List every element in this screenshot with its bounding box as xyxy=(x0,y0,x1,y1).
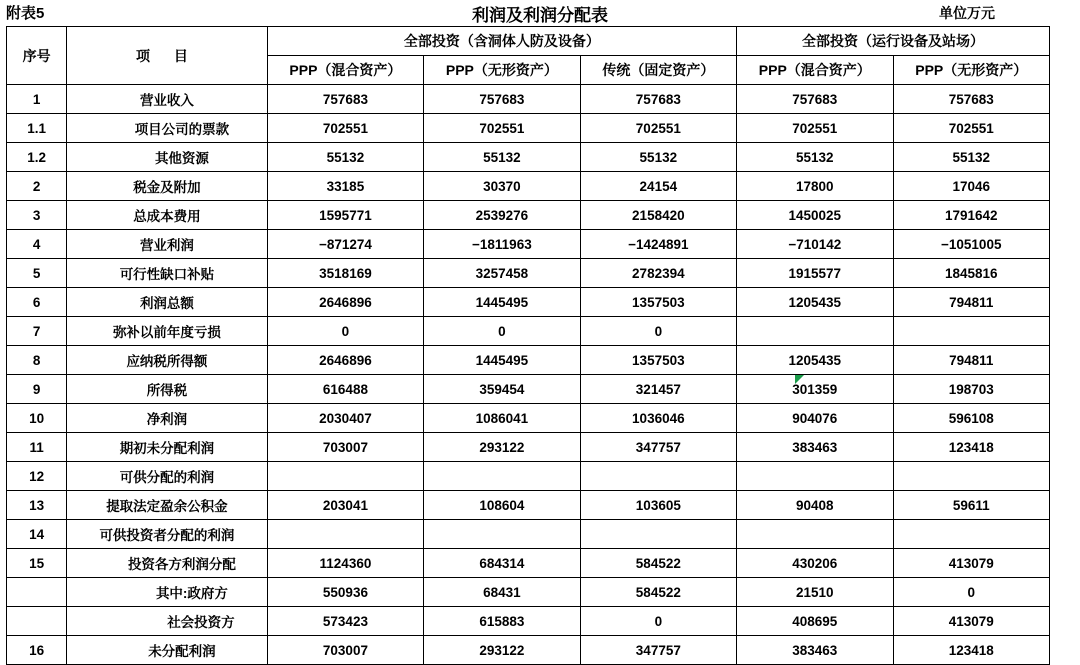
row-seq: 8 xyxy=(7,346,67,375)
row-value: 2646896 xyxy=(267,346,423,375)
row-value: 1036046 xyxy=(580,404,736,433)
row-value: 59611 xyxy=(893,491,1050,520)
header-sub-3: 传统（固定资产） xyxy=(580,56,736,85)
table-row xyxy=(7,85,1050,114)
row-value: 55132 xyxy=(893,143,1050,172)
row-value: 757683 xyxy=(267,85,423,114)
row-value: 55132 xyxy=(737,143,893,172)
row-item-label: 社会投资方 xyxy=(67,607,268,636)
table-row xyxy=(7,607,1050,636)
row-seq: 12 xyxy=(7,462,67,491)
row-value: 0 xyxy=(267,317,423,346)
header-sub-5: PPP（无形资产） xyxy=(893,56,1050,85)
row-seq xyxy=(7,578,67,607)
row-value: 55132 xyxy=(267,143,423,172)
row-value: 383463 xyxy=(737,636,893,665)
row-seq: 10 xyxy=(7,404,67,433)
table-row xyxy=(7,230,1050,259)
table-row xyxy=(7,404,1050,433)
green-corner-marker xyxy=(795,375,804,384)
header-sub-1: PPP（混合资产） xyxy=(267,56,423,85)
row-value: 383463 xyxy=(737,433,893,462)
row-value: 347757 xyxy=(580,433,736,462)
row-value: 2539276 xyxy=(424,201,580,230)
row-value: 615883 xyxy=(424,607,580,636)
table-row xyxy=(7,259,1050,288)
row-value: 0 xyxy=(580,317,736,346)
row-value: 359454 xyxy=(424,375,580,404)
row-value: 3257458 xyxy=(424,259,580,288)
row-value: 757683 xyxy=(737,85,893,114)
table-row xyxy=(7,288,1050,317)
row-value: 1205435 xyxy=(737,346,893,375)
row-value: −1424891 xyxy=(580,230,736,259)
row-value: 198703 xyxy=(893,375,1050,404)
header-group-1: 全部投资（含洞体人防及设备） xyxy=(267,27,736,56)
row-seq: 5 xyxy=(7,259,67,288)
attachment-label: 附表5 xyxy=(6,5,45,22)
row-value: 17800 xyxy=(737,172,893,201)
row-value xyxy=(737,462,893,491)
row-value: 1357503 xyxy=(580,346,736,375)
row-value: 68431 xyxy=(424,578,580,607)
row-value: 794811 xyxy=(893,346,1050,375)
row-value: 408695 xyxy=(737,607,893,636)
row-value: 596108 xyxy=(893,404,1050,433)
table-row xyxy=(7,462,1050,491)
row-value xyxy=(737,317,893,346)
row-value: −710142 xyxy=(737,230,893,259)
row-value: 55132 xyxy=(580,143,736,172)
row-value: 1450025 xyxy=(737,201,893,230)
row-seq: 6 xyxy=(7,288,67,317)
row-seq: 1.1 xyxy=(7,114,67,143)
row-value: 1086041 xyxy=(424,404,580,433)
row-value: 3518169 xyxy=(267,259,423,288)
row-value: −1051005 xyxy=(893,230,1050,259)
page-title: 利润及利润分配表 xyxy=(472,6,608,25)
row-seq: 13 xyxy=(7,491,67,520)
table-row xyxy=(7,143,1050,172)
row-value: 103605 xyxy=(580,491,736,520)
row-seq: 16 xyxy=(7,636,67,665)
header-item: 项 目 xyxy=(67,27,268,85)
row-item-label: 其中:政府方 xyxy=(67,578,268,607)
row-seq: 7 xyxy=(7,317,67,346)
row-value: 794811 xyxy=(893,288,1050,317)
row-value: 123418 xyxy=(893,433,1050,462)
row-value: 123418 xyxy=(893,636,1050,665)
table-row xyxy=(7,520,1050,549)
row-value xyxy=(424,462,580,491)
row-value: 584522 xyxy=(580,549,736,578)
row-value: 702551 xyxy=(893,114,1050,143)
row-value xyxy=(580,462,736,491)
row-value: 347757 xyxy=(580,636,736,665)
row-item-label: 弥补以前年度亏损 xyxy=(67,317,268,346)
row-item-label: 所得税 xyxy=(67,375,268,404)
row-value: 293122 xyxy=(424,433,580,462)
profit-distribution-table xyxy=(6,26,1050,665)
row-value: 0 xyxy=(580,607,736,636)
row-value: 684314 xyxy=(424,549,580,578)
row-value: 0 xyxy=(893,578,1050,607)
row-value: −1811963 xyxy=(424,230,580,259)
unit-label: 单位万元 xyxy=(939,5,995,21)
row-item-label: 期初未分配利润 xyxy=(67,433,268,462)
table-row xyxy=(7,114,1050,143)
row-value: 293122 xyxy=(424,636,580,665)
row-value: 702551 xyxy=(580,114,736,143)
table-row xyxy=(7,172,1050,201)
document-header xyxy=(0,0,1080,26)
row-item-label: 未分配利润 xyxy=(67,636,268,665)
row-item-label: 净利润 xyxy=(67,404,268,433)
row-item-label: 可行性缺口补贴 xyxy=(67,259,268,288)
row-value: 90408 xyxy=(737,491,893,520)
row-value: 0 xyxy=(424,317,580,346)
row-seq: 9 xyxy=(7,375,67,404)
row-value: 550936 xyxy=(267,578,423,607)
row-value xyxy=(424,520,580,549)
table-row xyxy=(7,375,1050,404)
row-value: 573423 xyxy=(267,607,423,636)
row-item-label: 提取法定盈余公积金 xyxy=(67,491,268,520)
header-row-group xyxy=(7,27,1050,56)
row-item-label: 利润总额 xyxy=(67,288,268,317)
row-value: 413079 xyxy=(893,607,1050,636)
row-value: 1845816 xyxy=(893,259,1050,288)
row-seq: 2 xyxy=(7,172,67,201)
row-value: 321457 xyxy=(580,375,736,404)
row-value xyxy=(267,520,423,549)
table-body xyxy=(7,85,1050,665)
row-value: 24154 xyxy=(580,172,736,201)
row-item-label: 营业收入 xyxy=(67,85,268,114)
row-value xyxy=(893,317,1050,346)
row-value: 1915577 xyxy=(737,259,893,288)
table-row xyxy=(7,201,1050,230)
row-item-label: 可供投资者分配的利润 xyxy=(67,520,268,549)
table-row xyxy=(7,578,1050,607)
table-row xyxy=(7,549,1050,578)
row-seq: 1.2 xyxy=(7,143,67,172)
row-value: 203041 xyxy=(267,491,423,520)
row-seq: 3 xyxy=(7,201,67,230)
row-value: 2646896 xyxy=(267,288,423,317)
row-item-label: 总成本费用 xyxy=(67,201,268,230)
row-item-label: 税金及附加 xyxy=(67,172,268,201)
row-value: 2158420 xyxy=(580,201,736,230)
row-value: 1791642 xyxy=(893,201,1050,230)
row-value: 430206 xyxy=(737,549,893,578)
row-item-label: 项目公司的票款 xyxy=(67,114,268,143)
row-item-label: 营业利润 xyxy=(67,230,268,259)
row-value: 702551 xyxy=(267,114,423,143)
row-value: 702551 xyxy=(737,114,893,143)
row-seq xyxy=(7,607,67,636)
table-row xyxy=(7,491,1050,520)
row-value: 301359 xyxy=(737,375,893,404)
row-value: 1595771 xyxy=(267,201,423,230)
row-value xyxy=(580,520,736,549)
row-value: 1357503 xyxy=(580,288,736,317)
row-value: 1124360 xyxy=(267,549,423,578)
header-seq: 序号 xyxy=(7,27,67,85)
row-value: 21510 xyxy=(737,578,893,607)
row-value xyxy=(737,520,893,549)
row-value xyxy=(267,462,423,491)
row-value: 33185 xyxy=(267,172,423,201)
row-value: 757683 xyxy=(424,85,580,114)
row-seq: 14 xyxy=(7,520,67,549)
row-value: 1445495 xyxy=(424,346,580,375)
row-item-label: 应纳税所得额 xyxy=(67,346,268,375)
row-item-label: 其他资源 xyxy=(67,143,268,172)
table-row xyxy=(7,433,1050,462)
row-value: 17046 xyxy=(893,172,1050,201)
row-value: 904076 xyxy=(737,404,893,433)
row-value: 55132 xyxy=(424,143,580,172)
row-value: 702551 xyxy=(424,114,580,143)
table-row xyxy=(7,636,1050,665)
header-group-2: 全部投资（运行设备及站场） xyxy=(737,27,1050,56)
table-row xyxy=(7,346,1050,375)
row-value: 2030407 xyxy=(267,404,423,433)
row-seq: 1 xyxy=(7,85,67,114)
row-value: −871274 xyxy=(267,230,423,259)
row-value: 757683 xyxy=(893,85,1050,114)
table-header xyxy=(7,27,1050,85)
row-value: 616488 xyxy=(267,375,423,404)
header-sub-2: PPP（无形资产） xyxy=(424,56,580,85)
row-value: 703007 xyxy=(267,636,423,665)
row-item-label: 可供分配的利润 xyxy=(67,462,268,491)
row-seq: 4 xyxy=(7,230,67,259)
row-value xyxy=(893,462,1050,491)
row-value: 2782394 xyxy=(580,259,736,288)
row-value: 108604 xyxy=(424,491,580,520)
row-seq: 11 xyxy=(7,433,67,462)
row-item-label: 投资各方利润分配 xyxy=(67,549,268,578)
row-value: 413079 xyxy=(893,549,1050,578)
row-value: 584522 xyxy=(580,578,736,607)
row-seq: 15 xyxy=(7,549,67,578)
row-value: 30370 xyxy=(424,172,580,201)
row-value: 757683 xyxy=(580,85,736,114)
row-value xyxy=(893,520,1050,549)
row-value: 1205435 xyxy=(737,288,893,317)
row-value: 703007 xyxy=(267,433,423,462)
row-value: 1445495 xyxy=(424,288,580,317)
table-row xyxy=(7,317,1050,346)
header-sub-4: PPP（混合资产） xyxy=(737,56,893,85)
